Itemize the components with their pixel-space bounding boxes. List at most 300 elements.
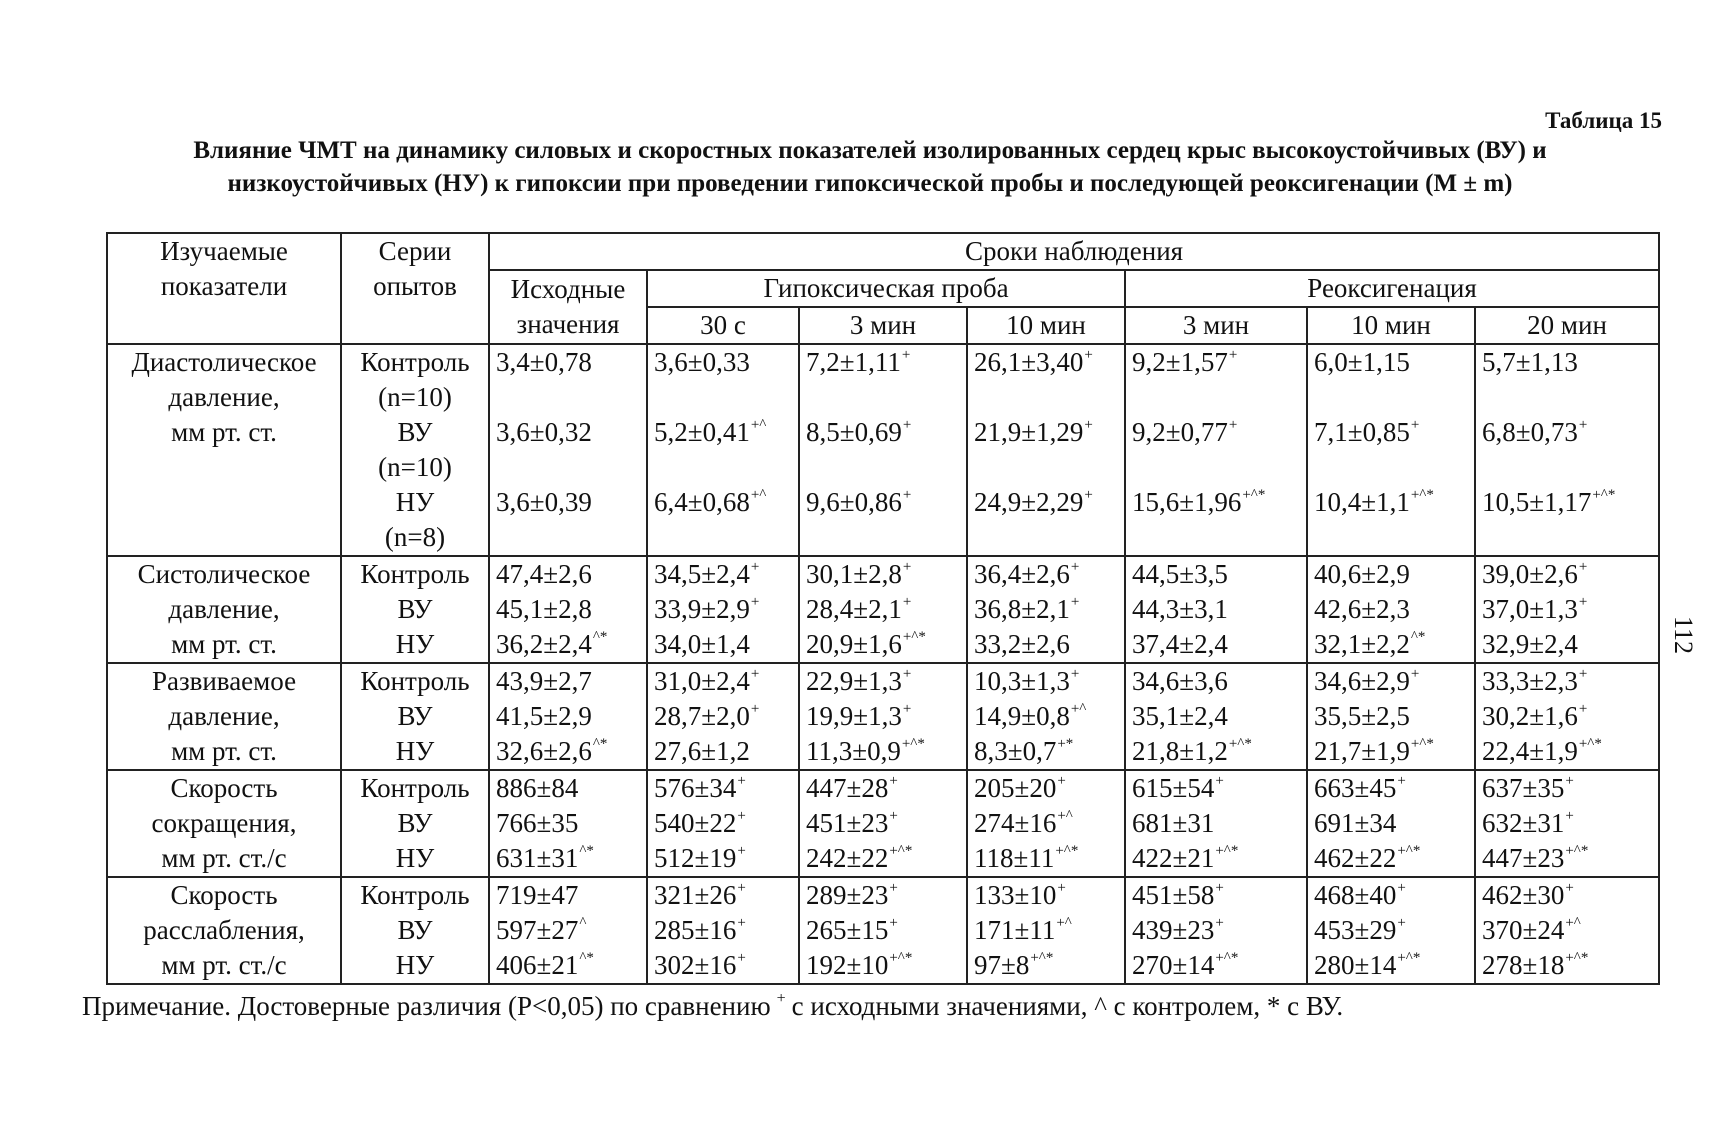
value-mean-error: 35,1±2,4 [1132, 701, 1228, 731]
value-entry [654, 806, 792, 841]
significance-marks: + [1565, 773, 1574, 789]
value-mean-error: 719±47 [496, 880, 579, 910]
value-mean-error: 439±23 [1132, 915, 1215, 945]
table-title [70, 134, 1670, 200]
header-col-hyp-10min: 10 мин [967, 307, 1125, 344]
value-entry [806, 771, 960, 806]
value-mean-error: 886±84 [496, 773, 579, 803]
value-mean-error: 270±14 [1132, 950, 1215, 980]
value-mean-error: 37,0±1,3 [1482, 594, 1578, 624]
value-mean-error: 274±16 [974, 808, 1057, 838]
value-cell [799, 344, 967, 556]
value-mean-error: 19,9±1,3 [806, 701, 902, 731]
value-entry [1132, 485, 1300, 555]
table-body [107, 344, 1659, 984]
note-text-part1: Примечание. Достоверные различия (P<0,05) по сравнению [82, 991, 771, 1021]
value-entry [1132, 415, 1300, 485]
value-entry [1132, 841, 1300, 876]
value-entry [1482, 878, 1652, 913]
significance-marks: +^* [1397, 843, 1421, 859]
parameter-name-line: Скорость [170, 773, 278, 803]
significance-marks: ^* [1410, 629, 1426, 645]
significance-marks: +^* [1215, 950, 1239, 966]
value-entry [806, 415, 960, 485]
value-mean-error: 8,3±0,7 [974, 736, 1057, 766]
value-entry [1132, 699, 1300, 734]
value-entry [1482, 913, 1652, 948]
value-mean-error: 27,6±1,2 [654, 736, 750, 766]
value-mean-error: 34,6±2,9 [1314, 666, 1410, 696]
value-mean-error: 5,2±0,41 [654, 417, 750, 447]
value-mean-error: 8,5±0,69 [806, 417, 902, 447]
value-cell [1125, 877, 1307, 984]
value-entry [496, 485, 640, 555]
value-entry [1314, 878, 1468, 913]
value-mean-error: 32,9±2,4 [1482, 629, 1578, 659]
significance-marks: ^* [579, 950, 594, 966]
significance-marks: +^* [1565, 950, 1589, 966]
significance-marks: ^* [592, 629, 608, 645]
value-entry [496, 948, 640, 983]
series-label: ВУ [397, 594, 433, 624]
value-entry [654, 592, 792, 627]
value-mean-error: 45,1±2,8 [496, 594, 592, 624]
value-mean-error: 3,6±0,32 [496, 417, 592, 447]
significance-marks: +^* [889, 950, 913, 966]
value-entry [654, 345, 792, 415]
value-cell [1307, 877, 1475, 984]
value-entry [1314, 557, 1468, 592]
value-entry [806, 557, 960, 592]
title-line-1: Влияние ЧМТ на динамику силовых и скоростных показателей изолированных сердец крыс высокоустойчивых (ВУ) и [193, 137, 1547, 164]
value-cell [489, 556, 647, 663]
title-line-2: низкоустойчивых (НУ) к гипоксии при проведении гипоксической пробы и последующей реоксигенации (M ± m) [227, 170, 1513, 197]
significance-marks: +^* [902, 629, 926, 645]
parameter-name-line: давление, [168, 382, 280, 412]
value-cell [1475, 663, 1659, 770]
value-mean-error: 422±21 [1132, 843, 1215, 873]
value-mean-error: 31,0±2,4 [654, 666, 750, 696]
value-mean-error: 39,0±2,6 [1482, 559, 1578, 589]
value-entry [654, 948, 792, 983]
value-mean-error: 462±30 [1482, 880, 1565, 910]
value-entry [496, 345, 640, 415]
parameter-name-line: Систолическое [137, 559, 311, 589]
value-mean-error: 3,6±0,33 [654, 347, 750, 377]
value-mean-error: 691±34 [1314, 808, 1397, 838]
value-entry [1482, 771, 1652, 806]
significance-marks: +^* [1030, 950, 1054, 966]
value-mean-error: 36,4±2,6 [974, 559, 1070, 589]
series-label: Контроль [360, 880, 470, 910]
value-mean-error: 33,9±2,9 [654, 594, 750, 624]
value-entry [974, 806, 1118, 841]
value-cell [489, 344, 647, 556]
value-entry [654, 627, 792, 662]
value-cell [489, 770, 647, 877]
value-entry [974, 771, 1118, 806]
significance-marks: +^ [1565, 915, 1581, 931]
value-cell [1125, 663, 1307, 770]
value-cell [1307, 770, 1475, 877]
series-label: НУ [395, 950, 435, 980]
parameter-name-line: мм рт. ст./с [161, 843, 287, 873]
value-entry [496, 627, 640, 662]
significance-marks: + [1565, 880, 1574, 896]
value-entry [1132, 627, 1300, 662]
significance-marks: + [902, 666, 912, 682]
value-entry [974, 878, 1118, 913]
value-mean-error: 10,5±1,17 [1482, 487, 1592, 517]
series-label: Контроль [360, 559, 470, 589]
value-mean-error: 28,4±2,1 [806, 594, 902, 624]
series-label: НУ [395, 736, 435, 766]
value-mean-error: 11,3±0,9 [806, 736, 901, 766]
value-mean-error: 632±31 [1482, 808, 1565, 838]
value-mean-error: 10,4±1,1 [1314, 487, 1410, 517]
value-mean-error: 766±35 [496, 808, 579, 838]
value-mean-error: 9,2±0,77 [1132, 417, 1228, 447]
value-entry [1314, 592, 1468, 627]
value-entry [654, 485, 792, 555]
value-entry [654, 841, 792, 876]
value-cell [1307, 556, 1475, 663]
significance-marks: + [737, 773, 746, 789]
value-mean-error: 285±16 [654, 915, 737, 945]
value-entry [1314, 771, 1468, 806]
value-mean-error: 512±19 [654, 843, 737, 873]
series-label: ВУ [397, 915, 433, 945]
value-mean-error: 44,3±3,1 [1132, 594, 1228, 624]
value-cell [489, 663, 647, 770]
significance-marks: ^ [579, 915, 587, 931]
significance-marks: +^* [1410, 487, 1434, 503]
value-entry [974, 664, 1118, 699]
parameter-name-line: Диастолическое [131, 347, 317, 377]
value-mean-error: 36,8±2,1 [974, 594, 1070, 624]
parameter-name-line: давление, [168, 701, 280, 731]
value-mean-error: 406±21 [496, 950, 579, 980]
header-parameters: Изучаемые показатели [107, 233, 341, 344]
value-mean-error: 47,4±2,6 [496, 559, 592, 589]
value-entry [1314, 415, 1468, 485]
value-entry [974, 415, 1118, 485]
significance-marks: + [737, 915, 746, 931]
significance-marks: ^* [592, 736, 608, 752]
value-entry [806, 734, 960, 769]
value-entry [974, 699, 1118, 734]
value-mean-error: 289±23 [806, 880, 889, 910]
significance-marks: + [1057, 773, 1066, 789]
value-mean-error: 576±34 [654, 773, 737, 803]
significance-marks: + [1228, 417, 1238, 433]
value-entry [974, 627, 1118, 662]
value-mean-error: 34,5±2,4 [654, 559, 750, 589]
value-mean-error: 37,4±2,4 [1132, 629, 1228, 659]
value-mean-error: 681±31 [1132, 808, 1215, 838]
value-entry [496, 415, 640, 485]
significance-marks: +^* [1565, 843, 1589, 859]
significance-marks: +^* [1228, 736, 1252, 752]
significance-marks: + [1215, 773, 1224, 789]
significance-marks: + [1410, 417, 1420, 433]
value-entry [496, 592, 640, 627]
value-mean-error: 41,5±2,9 [496, 701, 592, 731]
significance-marks: +* [1057, 736, 1074, 752]
series-labels [341, 877, 489, 984]
significance-marks: + [1228, 347, 1238, 363]
significance-marks: + [1397, 880, 1406, 896]
significance-marks: + [1565, 808, 1574, 824]
significance-marks: +^ [750, 417, 767, 433]
value-mean-error: 32,6±2,6 [496, 736, 592, 766]
significance-marks: + [902, 487, 912, 503]
value-mean-error: 15,6±1,96 [1132, 487, 1242, 517]
significance-marks: +^ [1057, 808, 1073, 824]
significance-marks: + [750, 559, 760, 575]
value-entry [1132, 557, 1300, 592]
value-mean-error: 21,7±1,9 [1314, 736, 1410, 766]
value-entry [1314, 948, 1468, 983]
value-entry [1482, 699, 1652, 734]
significance-marks: + [1215, 880, 1224, 896]
value-cell [1307, 344, 1475, 556]
parameter-name-line: сокращения, [151, 808, 297, 838]
value-entry [1314, 806, 1468, 841]
value-entry [1482, 627, 1652, 662]
value-cell [967, 770, 1125, 877]
value-entry [1132, 913, 1300, 948]
header-observation-period: Сроки наблюдения [489, 233, 1659, 270]
table-row [107, 344, 1659, 556]
value-mean-error: 6,8±0,73 [1482, 417, 1578, 447]
value-entry [1482, 734, 1652, 769]
note-text-part2: с исходными значениями, ^ с контролем, * с ВУ. [791, 991, 1344, 1021]
significance-marks: + [737, 880, 746, 896]
table-row [107, 556, 1659, 663]
value-entry [806, 592, 960, 627]
parameter-name-line: мм рт. ст./с [161, 950, 287, 980]
value-cell [647, 344, 799, 556]
value-mean-error: 33,3±2,3 [1482, 666, 1578, 696]
parameter-name-line: Развиваемое [151, 666, 297, 696]
value-entry [496, 664, 640, 699]
value-entry [1132, 734, 1300, 769]
value-mean-error: 631±31 [496, 843, 579, 873]
significance-marks: + [1070, 594, 1080, 610]
value-entry [1482, 415, 1652, 485]
value-mean-error: 34,6±3,6 [1132, 666, 1228, 696]
significance-marks: + [737, 950, 746, 966]
table-note [82, 990, 1343, 1022]
value-cell [967, 877, 1125, 984]
value-mean-error: 5,7±1,13 [1482, 347, 1578, 377]
value-entry [1132, 948, 1300, 983]
significance-marks: +^* [1410, 736, 1434, 752]
note-plus-mark: + [776, 990, 786, 1007]
significance-marks: +^* [901, 736, 925, 752]
significance-marks: + [902, 594, 912, 610]
significance-marks: + [1084, 417, 1093, 433]
value-entry [806, 841, 960, 876]
value-cell [1125, 770, 1307, 877]
value-entry [1132, 878, 1300, 913]
results-table [106, 232, 1660, 985]
value-cell [647, 663, 799, 770]
value-mean-error: 321±26 [654, 880, 737, 910]
value-mean-error: 663±45 [1314, 773, 1397, 803]
value-entry [654, 557, 792, 592]
value-entry [496, 878, 640, 913]
value-cell [799, 877, 967, 984]
value-cell [1307, 663, 1475, 770]
header-col-hyp-30s: 30 с [647, 307, 799, 344]
value-mean-error: 33,2±2,6 [974, 629, 1070, 659]
value-mean-error: 97±8 [974, 950, 1030, 980]
parameter-name [107, 663, 341, 770]
significance-marks: + [1578, 594, 1588, 610]
value-entry [806, 485, 960, 555]
series-labels [341, 556, 489, 663]
header-col-reox-10min: 10 мин [1307, 307, 1475, 344]
value-entry [806, 806, 960, 841]
series-label: (n=10) [378, 452, 452, 482]
series-label: ВУ [397, 808, 433, 838]
value-mean-error: 43,9±2,7 [496, 666, 592, 696]
value-entry [496, 841, 640, 876]
significance-marks: + [889, 880, 898, 896]
value-cell [1475, 344, 1659, 556]
value-entry [496, 913, 640, 948]
significance-marks: + [1070, 559, 1080, 575]
series-label: Контроль [360, 773, 470, 803]
significance-marks: + [1397, 773, 1406, 789]
value-entry [654, 415, 792, 485]
value-entry [1132, 592, 1300, 627]
significance-marks: + [1084, 487, 1093, 503]
value-entry [974, 913, 1118, 948]
value-cell [489, 877, 647, 984]
value-mean-error: 40,6±2,9 [1314, 559, 1410, 589]
value-mean-error: 370±24 [1482, 915, 1565, 945]
series-label: Контроль [360, 666, 470, 696]
value-entry [496, 771, 640, 806]
value-mean-error: 3,4±0,78 [496, 347, 592, 377]
value-mean-error: 34,0±1,4 [654, 629, 750, 659]
parameter-name-line: расслабления, [143, 915, 305, 945]
value-entry [1314, 627, 1468, 662]
page-number: 112 [1668, 615, 1698, 655]
value-mean-error: 171±11 [974, 915, 1056, 945]
value-entry [974, 592, 1118, 627]
value-entry [1314, 841, 1468, 876]
value-entry [806, 345, 960, 415]
parameter-name-line: давление, [168, 594, 280, 624]
value-entry [1132, 664, 1300, 699]
parameter-name-line: мм рт. ст. [171, 417, 277, 447]
value-mean-error: 14,9±0,8 [974, 701, 1070, 731]
table-number: Таблица 15 [1545, 108, 1662, 133]
value-entry [1314, 699, 1468, 734]
header-reoxygenation: Реоксигенация [1125, 270, 1659, 307]
series-label: НУ [395, 629, 435, 659]
value-entry [1482, 345, 1652, 415]
value-entry [806, 948, 960, 983]
series-label: ВУ [397, 417, 433, 447]
value-mean-error: 451±58 [1132, 880, 1215, 910]
value-mean-error: 597±27 [496, 915, 579, 945]
series-label: НУ [395, 487, 435, 517]
value-mean-error: 540±22 [654, 808, 737, 838]
series-label: (n=8) [384, 522, 446, 552]
value-entry [496, 806, 640, 841]
value-mean-error: 451±23 [806, 808, 889, 838]
series-label: ВУ [397, 701, 433, 731]
value-mean-error: 26,1±3,40 [974, 347, 1084, 377]
value-entry [1132, 345, 1300, 415]
value-cell [799, 663, 967, 770]
value-entry [1314, 485, 1468, 555]
value-entry [654, 878, 792, 913]
value-entry [806, 913, 960, 948]
significance-marks: + [901, 347, 911, 363]
significance-marks: +^* [1055, 843, 1079, 859]
value-mean-error: 21,8±1,2 [1132, 736, 1228, 766]
value-mean-error: 192±10 [806, 950, 889, 980]
significance-marks: + [737, 808, 746, 824]
value-cell [967, 344, 1125, 556]
value-entry [1314, 345, 1468, 415]
significance-marks: +^ [1056, 915, 1072, 931]
significance-marks: + [1397, 915, 1406, 931]
significance-marks: +^* [1242, 487, 1266, 503]
header-col-reox-20min: 20 мин [1475, 307, 1659, 344]
significance-marks: + [1578, 666, 1588, 682]
significance-marks: + [902, 559, 912, 575]
value-mean-error: 36,2±2,4 [496, 629, 592, 659]
value-mean-error: 24,9±2,29 [974, 487, 1084, 517]
parameter-name [107, 770, 341, 877]
significance-marks: +^* [1578, 736, 1602, 752]
significance-marks: + [889, 773, 898, 789]
value-mean-error: 35,5±2,5 [1314, 701, 1410, 731]
value-entry [974, 557, 1118, 592]
value-entry [1482, 592, 1652, 627]
value-cell [647, 556, 799, 663]
series-labels [341, 770, 489, 877]
significance-marks: +^ [1070, 701, 1087, 717]
value-entry [654, 771, 792, 806]
value-entry [654, 734, 792, 769]
significance-marks: +^* [1592, 487, 1616, 503]
value-entry [654, 699, 792, 734]
value-mean-error: 30,1±2,8 [806, 559, 902, 589]
value-mean-error: 22,9±1,3 [806, 666, 902, 696]
significance-marks: + [1410, 666, 1420, 682]
value-entry [974, 948, 1118, 983]
value-mean-error: 20,9±1,6 [806, 629, 902, 659]
value-mean-error: 242±22 [806, 843, 889, 873]
parameter-name-line: мм рт. ст. [171, 736, 277, 766]
value-entry [806, 878, 960, 913]
value-mean-error: 118±11 [974, 843, 1055, 873]
significance-marks: +^* [1397, 950, 1421, 966]
value-entry [974, 345, 1118, 415]
value-mean-error: 447±28 [806, 773, 889, 803]
value-entry [496, 699, 640, 734]
value-entry [974, 485, 1118, 555]
significance-marks: + [1578, 417, 1588, 433]
